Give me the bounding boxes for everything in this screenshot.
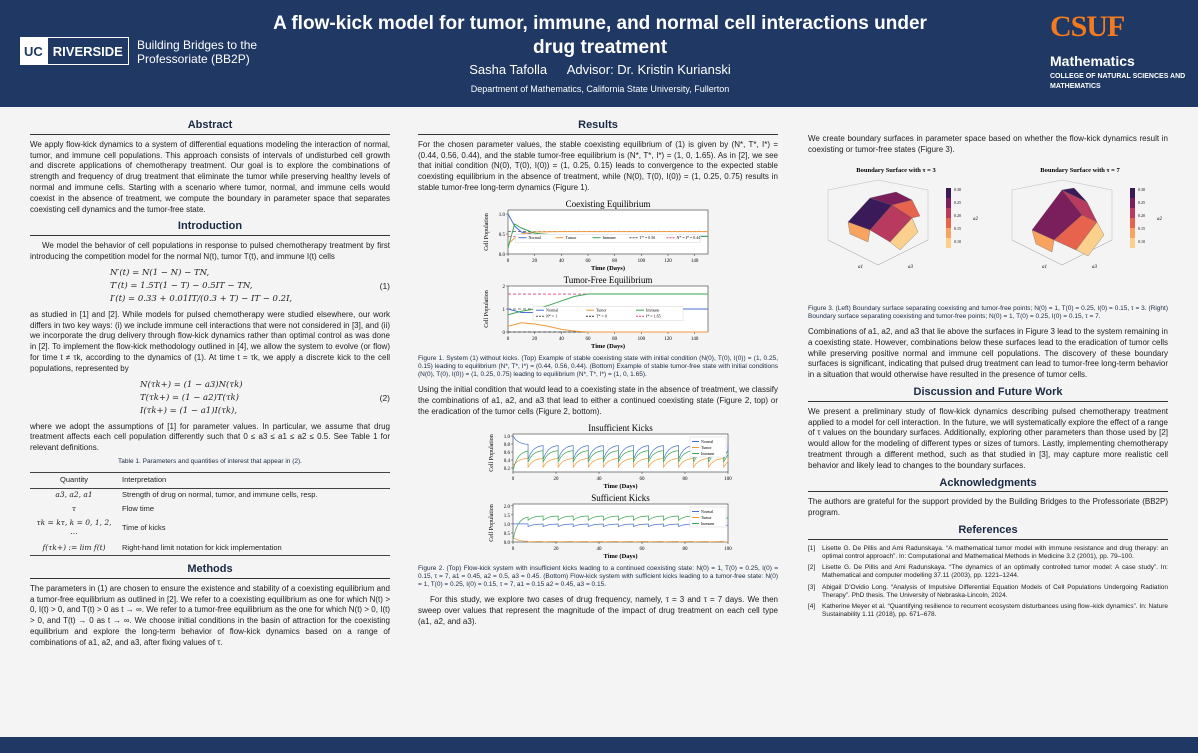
x-tick-label: 80 (612, 336, 618, 342)
chart-title: Sufficient Kicks (591, 492, 650, 503)
table-row (30, 517, 390, 542)
x-tick-label: 0 (506, 258, 510, 264)
equation-line: N′(t) = N(1 − N) − TN, (110, 267, 210, 278)
legend-label: N* = I* = 0.44 (676, 234, 701, 240)
z-axis-label: a2 (1157, 216, 1162, 222)
x-tick-label: 20 (532, 336, 538, 342)
x-axis-label: Time (Days) (590, 264, 626, 272)
legend-label: Normal (701, 438, 714, 444)
colorbar-segment (946, 238, 951, 248)
coexisting-equilibrium-chart (418, 198, 778, 274)
x-axis-label: a1 (858, 264, 863, 270)
colorbar-segment (946, 208, 951, 218)
y-tick-label: 0.2 (503, 466, 510, 472)
reference-item (808, 564, 1168, 580)
y-axis-label: Cell Population (484, 290, 490, 328)
legend-label: Immune (701, 520, 715, 526)
discussion-heading: Discussion and Future Work (808, 387, 1168, 402)
reference-item (808, 603, 1168, 619)
legend-label: Normal (546, 307, 559, 313)
table-row (30, 541, 390, 555)
x-tick-label: 100 (637, 258, 646, 264)
x-tick-label: 60 (585, 258, 591, 264)
y-tick-label: 0.5 (498, 232, 505, 238)
axis-frame (828, 240, 928, 265)
reference-number: [1] (808, 544, 816, 552)
reference-text: Katherine Meyer et al. “Quantifying resilience to recurrent ecosystem disturbances using flow–kick dynamics”. In: Nature Sustainability 1.11 (2018), pp. 671–678. (822, 602, 1168, 619)
equation-2 (30, 379, 390, 418)
x-tick-label: 20 (553, 476, 559, 482)
equation-line: T(τk+) = (1 − a2)T(τk) (140, 392, 239, 403)
poster-header (0, 0, 1198, 107)
author-name: Sasha Tafolla (469, 62, 548, 77)
y-tick-label: 0.8 (503, 442, 510, 448)
x-tick-label: 60 (639, 476, 645, 482)
colorbar-label: 0.25 (1138, 199, 1145, 205)
figure-1 (418, 198, 778, 352)
chart-title: Coexisting Equilibrium (565, 198, 651, 209)
x-tick-label: 0 (511, 546, 515, 552)
column-left (30, 114, 390, 653)
uc-riverside-logo (20, 37, 129, 65)
discussion-text: We present a preliminary study of flow-kick dynamics describing pulsed chemotherapy treatment applied to a model for cell interaction. In the future, we will systematically explore the effect of a range of τ values on the boundary surfaces. Additionally, exploring other parameters than those used by [2] would allow for the modeling of different types or sizes of tumors. Lastly, implementing chemotherapy treatment through a different method, such as that studied in [3], may capture more realistic cell behavior and likely lead to changes to the boundary surfaces. (808, 406, 1168, 470)
boundary-surface-tau7 (992, 160, 1168, 302)
colorbar-segment (1130, 238, 1135, 248)
y-tick-label: 2.0 (503, 504, 510, 510)
boundary-surface-tau3 (808, 160, 984, 302)
equation-line: I(τk+) = (1 − a1)I(τk), (140, 405, 238, 416)
x-axis-label: Time (Days) (603, 482, 638, 490)
reference-text: Lisette G. De Pillis and Ami Radunskaya. “The dynamics of an optimally controlled tumor model: A case study”. In: Mathematical and computer modelling 37.11 (2003), pp. 1221–1244. (822, 564, 1168, 580)
x-tick-label: 0 (506, 336, 510, 342)
x-axis-label: Time (Days) (603, 552, 638, 560)
colorbar-segment (946, 218, 951, 228)
x-tick-label: 80 (682, 546, 688, 552)
surface-title: Boundary Surface with τ = 3 (856, 166, 936, 174)
table-cell: f(τk+) := lim f(t) (42, 542, 106, 552)
colorbar-segment (1130, 208, 1135, 218)
intro-paragraph-1: We model the behavior of cell populations in response to pulsed chemotherapy treatment by first introducing the competition model for the normal N(t), tumor T(t), and immune I(t) cells (30, 241, 390, 261)
x-tick-label: 100 (637, 336, 646, 342)
x-tick-label: 0 (511, 476, 515, 482)
figure-1-caption: Figure 1. System (1) without kicks. (Top) Example of stable coexisting state with initial condition (N(0), T(0), I(0)) = (1, 0.25, 0.15) leading to equilibrium (N*, T*, I*) = (0.44, 0.56, 0.44). (Bottom) Example of stable tumor-free state with initial conditions (N(0), T(0), I(0)) = (1, 0.25, 0.75) leading to equilibrium (N*, T*, I*) = (1, 0, 1.65). (418, 354, 778, 379)
surfaces-intro: We create boundary surfaces in parameter space based on whether the flow-kick dynamics result in coexisting or tumor-free states (Figure 3). (808, 134, 1168, 154)
colorbar-label: 0.10 (1138, 238, 1145, 244)
chart-title: Tumor-Free Equilibrium (563, 274, 653, 285)
department-name: Mathematics (1050, 53, 1135, 69)
reference-list (808, 545, 1168, 620)
colorbar-label: 0.30 (954, 186, 961, 192)
intro-paragraph-3: where we adopt the assumptions of [1] for parameter values. In particular, we assume that drug treatment affects each cell population differently such that 0 ≤ a3 ≤ a1 ≤ a2 ≤ 0.5. See Table 1 for relevant definitions. (30, 421, 390, 453)
y-axis-label: a3 (1092, 264, 1097, 270)
results-paragraph-3: For this study, we explore two cases of drug frequency, namely, τ = 3 and τ = 7 days. We then sweep over values that represent the magnitude of the impact of drug treatment on each cell type (a1, a2, and a3). (418, 595, 778, 626)
x-tick-label: 140 (690, 258, 699, 264)
references-heading: References (808, 525, 1168, 540)
poster-title: A flow-kick model for tumor, immune, and normal cell interactions under drug treatment (273, 13, 927, 58)
x-tick-label: 60 (639, 546, 645, 552)
colorbar-segment (1130, 218, 1135, 228)
x-tick-label: 100 (724, 546, 732, 552)
equation-line: N(τk+) = (1 − a3)N(τk) (140, 379, 243, 390)
x-tick-label: 20 (532, 258, 538, 264)
y-tick-label: 2 (502, 284, 505, 290)
x-tick-label: 120 (664, 336, 672, 342)
colorbar-label: 0.15 (954, 225, 961, 231)
legend-label: Immune (701, 450, 715, 456)
figure-2-caption: Figure 2. (Top) Flow-kick system with insufficient kicks leading to a continued coexisting state: N(0) = 1, T(0) = 0.25, I(0) = 0.15, τ = 7, a1 = 0.45, a2 = 0.5, a3 = 0.45. (Bottom) Flow-kick system with sufficient kicks leading to a tumor-free state: N(0) = 1, T(0) = 0.25, I(0) = 0.15, τ = 7, a1 = 0.15 a2 = 0.45, a3 = 0.15. (418, 564, 778, 589)
legend-label: T* = 0.56 (639, 234, 656, 240)
reference-item (808, 545, 1168, 561)
y-tick-label: 0 (502, 330, 505, 336)
reference-number: [4] (808, 602, 816, 610)
table-cell: Strength of drug on normal, tumor, and immune cells, resp. (122, 490, 318, 500)
x-tick-label: 80 (612, 258, 618, 264)
acknowledgments-heading: Acknowledgments (808, 478, 1168, 493)
x-tick-label: 40 (596, 546, 602, 552)
legend-label: Normal (528, 234, 541, 240)
legend-label: T* = 0 (596, 313, 607, 319)
colorbar-segment (946, 228, 951, 238)
methods-heading: Methods (30, 564, 390, 579)
table-row (30, 488, 390, 502)
legend-label: Tumor (701, 444, 712, 450)
table-header: Interpretation (118, 473, 390, 489)
intro-paragraph-2: as studied in [1] and [2]. While models for pulsed chemotherapy were studied elsewhere, our work differs in two key ways: (i) we include immune cell interactions that were not considered in [3], and (ii) we incorporate the drug delivery through flow-kick dynamics rather than optimal control as was done in [2]. To implement the flow-kick methodology outlined in [4], we allow the system to evolve (or flow) for time t ≠ τk, according to the dynamics of (1). At time t = τk, we apply a discrete kick to the cell populations, represented by (30, 309, 390, 373)
methods-text: The parameters in (1) are chosen to ensure the existence and stability of a coexisting equilibrium and a tumor-free equilibrium as outlined in [2]. We refer to a coexisting equilibrium as one for which N(t) > 0, I(t) > 0, and T(t) > 0 as t → ∞. We refer to a tumor-free equilibrium as the one for which N(t) > 0, I(t) > 0, and T(t) → 0 as t → ∞. We choose initial conditions in the basin of attraction for the coexisting equilibrium and explore the long-term behavior of flow-kick dynamics based on a range of combinations of a1, a2, and a3, after fixing values of τ. (30, 583, 390, 647)
advisor-name: Advisor: Dr. Kristin Kurianski (566, 62, 731, 77)
equation-number: (2) (379, 392, 390, 403)
parameter-table (30, 472, 390, 556)
x-tick-label: 80 (682, 476, 688, 482)
legend-label: Immune (602, 234, 616, 240)
column-middle (418, 114, 778, 632)
legend-label: Tumor (701, 514, 712, 520)
tumor-free-equilibrium-chart (418, 274, 778, 352)
y-tick-label: 1.0 (503, 434, 510, 440)
y-tick-label: 0.4 (503, 458, 510, 464)
introduction-heading: Introduction (30, 221, 390, 236)
poster-footer (0, 737, 1198, 753)
colorbar-segment (946, 198, 951, 208)
x-tick-label: 40 (558, 258, 564, 264)
table-row (30, 503, 390, 517)
equation-1 (30, 267, 390, 306)
legend-label: Normal (701, 508, 714, 514)
x-tick-label: 120 (664, 258, 672, 264)
colorbar-label: 0.10 (954, 238, 961, 244)
legend-label: Immune (646, 307, 660, 313)
author-line (270, 62, 930, 77)
table-caption: Table 1. Parameters and quantities of interest that appear in (2). (118, 457, 302, 465)
results-paragraph-1: For the chosen parameter values, the stable coexisting equilibrium of (1) is given by (N*, T*, I*) = (0.44, 0.56, 0.44), and the stable tumor-free equilibrium is (N*, T*, I*) = (1, 0, 1.65). As in [2], we see that initial condition (N(0), T(0), I(0)) = (1, 0.25, 0.15) leads to convergence to the expected stable coexisting equilibrium in the absence of treatment, while (N(0), T(0), I(0)) = (1, 0.25, 0.75) results in stable tumor-free long-term dynamics (Figure 1). (418, 139, 778, 192)
figure-3 (808, 160, 1168, 302)
chart-title: Insufficient Kicks (588, 422, 653, 433)
results-paragraph-2: Using the initial condition that would lead to a coexisting state in the absence of treatment, we classify the combinations of a1, a2, and a3 that lead to either a continued coexisting state (Figure 2, top) or the eradication of the tumor cells (Figure 2, bottom). (418, 385, 778, 416)
csuf-logo: CSUF (1050, 10, 1125, 43)
abstract-text: We apply flow-kick dynamics to a system of differential equations modeling the interaction of normal, tumor, and immune cell populations. This approach consists of intervals of undisturbed cell growth and discrete applications of chemotherapy treatment. Our goal is to explore the combinations of strength and frequency of drug treatment that eliminate the tumor while preserving healthy levels of normal and immune cells. Starting with a scenario where tumor, normal, and immune cells would coexist in the absence of treatment, we compute the boundary in parameter space that separates coexisting cell dynamics and the tumor-free state. (30, 139, 390, 214)
x-tick-label: 60 (585, 336, 591, 342)
table-cell: Right-hand limit notation for kick implementation (122, 542, 282, 552)
legend-label: Tumor (565, 234, 577, 240)
colorbar-label: 0.20 (1138, 212, 1145, 218)
y-tick-label: 1.5 (503, 513, 510, 519)
colorbar-label: 0.25 (954, 199, 961, 205)
colorbar-segment (1130, 228, 1135, 238)
acknowledgments-text: The authors are grateful for the support provided by the Building Bridges to the Professoriate (BB2P) program. (808, 497, 1168, 518)
reference-text: Abigail D’Ovidio Long. “Analysis of Impulsive Differential Equation Models of Cell Populations Undergoing Radiation Therapy”. PhD thesis. The University of Nebraska-Lincoln, 2024. (822, 583, 1168, 599)
y-tick-label: 0.0 (498, 252, 505, 258)
x-axis-label: a1 (1042, 264, 1047, 270)
x-tick-label: 20 (553, 546, 559, 552)
y-tick-label: 1.0 (498, 212, 505, 218)
affiliation: Department of Mathematics, California State University, Fullerton (470, 84, 730, 94)
figure-3-caption: Figure 3. (Left) Boundary surface separating coexisting and tumor-free points; N(0) = 1, T(0) = 0.25, I(0) = 0.15, τ = 3. (Right) Boundary surface separating coexisting and tumor-free points; N(0) = 1, T(0) = 0.25, I(0) = 0.15, τ = 7. (808, 304, 1168, 320)
y-axis-label: Cell Population (484, 213, 490, 251)
legend-label: N* = 1 (546, 313, 558, 319)
y-axis-label: Cell Population (489, 504, 495, 542)
legend-label: I* = 1.65 (646, 313, 661, 319)
table-header: Quantity (30, 473, 118, 489)
x-tick-label: 40 (558, 336, 564, 342)
y-axis-label: Cell Population (489, 434, 495, 472)
table-cell: Flow time (122, 504, 155, 514)
legend-label: Tumor (596, 307, 607, 313)
reference-text: Lisette G. De Pillis and Ami Radunskaya. “A mathematical tumor model with immune resistance and drug therapy: an optimal control approach”. In: Computational and Mathematical Methods in Medicine 3.2 (2001), pp. 79–100. (822, 544, 1168, 560)
x-axis-label: Time (Days) (590, 342, 626, 350)
x-tick-label: 40 (596, 476, 602, 482)
x-tick-label: 140 (690, 336, 699, 342)
table-cell: τ (71, 504, 77, 514)
x-tick-label: 100 (724, 476, 732, 482)
table-cell: a3, a2, a1 (55, 490, 93, 500)
colorbar-label: 0.15 (1138, 225, 1145, 231)
colorbar-segment (946, 188, 951, 198)
y-tick-label: 0.0 (503, 540, 510, 546)
table-cell: Time of kicks (122, 523, 166, 533)
uc-mark: UC (20, 37, 47, 65)
reference-number: [3] (808, 583, 816, 591)
abstract-heading: Abstract (30, 120, 390, 135)
bb2p-program-name: Building Bridges to the Professoriate (BB2P) (137, 38, 258, 66)
y-tick-label: 1.0 (503, 522, 510, 528)
y-tick-label: 0.6 (503, 450, 510, 456)
y-tick-label: 0.5 (503, 531, 510, 537)
colorbar-label: 0.30 (1138, 186, 1145, 192)
sufficient-kicks-chart (418, 492, 778, 562)
surfaces-discussion: Combinations of a1, a2, and a3 that lie above the surfaces in Figure 3 lead to the system remaining in a coexisting state. However, combinations below these surfaces lead to the eradication of tumor cells while preserving positive normal and immune cell populations. The discovery of these boundary surfaces is significant, indicating that pulsed drug treatment can lead to tumor-free long-term behavior in a situation that would otherwise have resulted in the presence of tumor cells. (808, 327, 1168, 380)
z-axis-label: a2 (973, 216, 978, 222)
equation-number: (1) (379, 280, 390, 291)
reference-item (808, 584, 1168, 600)
figure-2 (418, 422, 778, 562)
equation-line: T′(t) = 1.5T(1 − T) − 0.5IT − TN, (110, 280, 253, 291)
table-cell: τk = kτ, k = 0, 1, 2, ··· (36, 518, 112, 538)
colorbar-label: 0.20 (954, 212, 961, 218)
college-name: COLLEGE OF NATURAL SCIENCES AND MATHEMATICS (1050, 73, 1186, 90)
insufficient-kicks-chart (418, 422, 778, 492)
equation-line: I′(t) = 0.33 + 0.01IT/(0.3 + T) − IT − 0.2I, (110, 293, 293, 304)
colorbar-segment (1130, 188, 1135, 198)
results-heading: Results (418, 120, 778, 135)
column-right (808, 114, 1168, 622)
riverside-wordmark: RIVERSIDE (47, 37, 129, 65)
colorbar-segment (1130, 198, 1135, 208)
y-axis-label: a3 (908, 264, 913, 270)
y-tick-label: 1 (502, 307, 505, 313)
surface-title: Boundary Surface with τ = 7 (1040, 166, 1120, 174)
reference-number: [2] (808, 564, 816, 572)
